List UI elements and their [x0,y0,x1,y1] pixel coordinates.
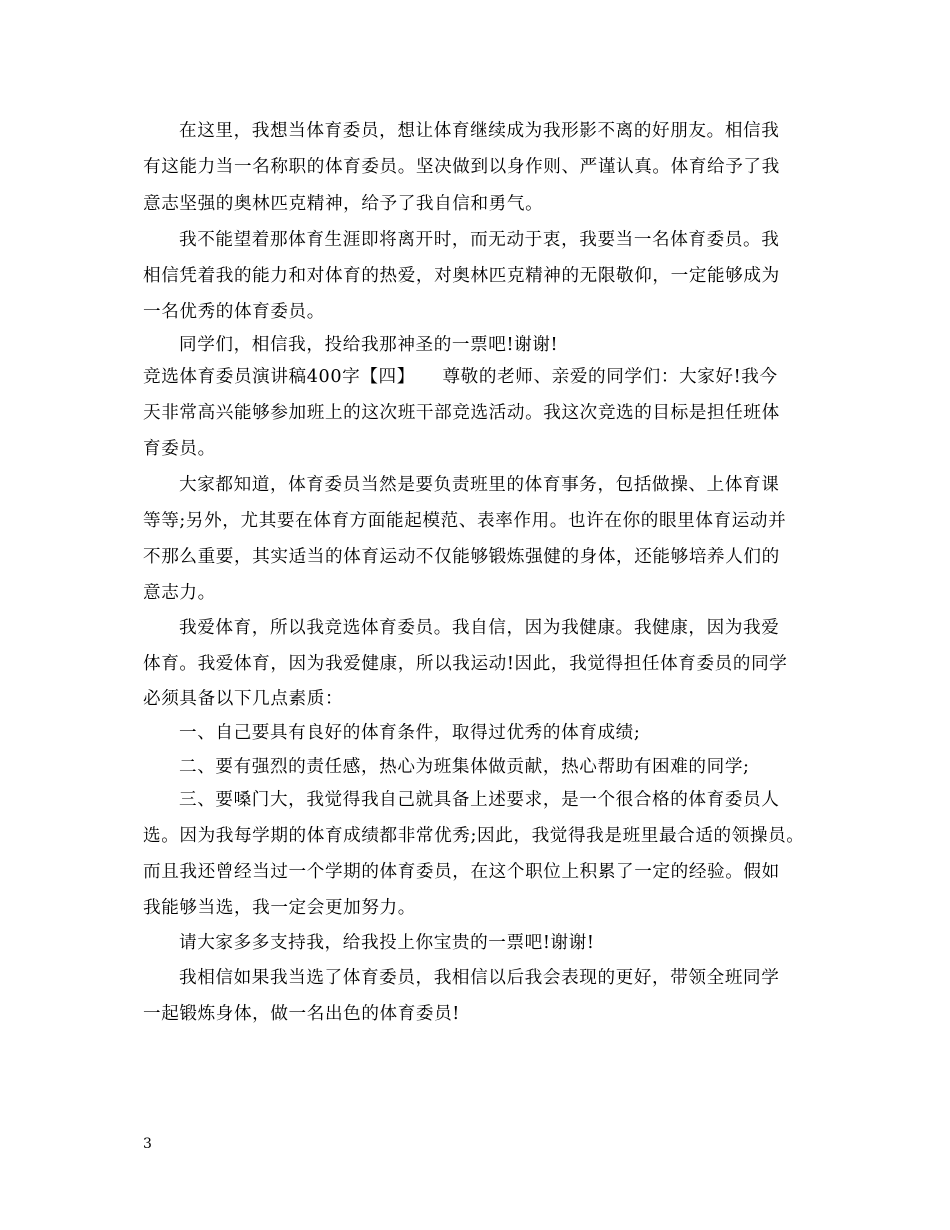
text-line: 我能够当选，我一定会更加努力。 [143,898,416,918]
text-line: 而且我还曾经当过一个学期的体育委员，在这个职位上积累了一定的经验。假如 [143,862,780,882]
text-line: 我相信如果我当选了体育委员，我相信以后我会表现的更好，带领全班同学 [179,968,780,988]
text-line: 选。因为我每学期的体育成绩都非常优秀;因此，我觉得我是班里最合适的领操员。 [143,826,805,846]
text-line: 在这里，我想当体育委员，想让体育继续成为我形影不离的好朋友。相信我 [179,121,780,141]
text-line: 同学们，相信我，投给我那神圣的一票吧!谢谢! [179,335,559,355]
text-line: 我爱体育，所以我竞选体育委员。我自信，因为我健康。我健康，因为我爱 [179,618,780,638]
text-line: 体育。我爱体育，因为我爱健康，所以我运动!因此，我觉得担任体育委员的同学 [143,654,788,674]
text-line: 请大家多多支持我，给我投上你宝贵的一票吧!谢谢! [179,933,595,953]
text-line: 必须具备以下几点素质： [143,689,344,709]
text-line: 一起锻炼身体，做一名出色的体育委员! [143,1004,460,1024]
text-line: 我不能望着那体育生涯即将离开时，而无动于衷，我要当一名体育委员。我 [179,230,780,250]
text-line: 有这能力当一名称职的体育委员。坚决做到以身作则、严谨认真。体育给予了我 [143,157,780,177]
text-line: 天非常高兴能够参加班上的这次班干部竞选活动。我这次竞选的目标是担任班体 [143,403,780,423]
text-line: 意志力。 [143,583,216,603]
text-line: 等等;另外，尤其要在体育方面能起模范、表率作用。也许在你的眼里体育运动并 [143,511,787,531]
page-number: 3 [143,1136,152,1152]
text-line: 相信凭着我的能力和对体育的热爱，对奥林匹克精神的无限敬仰，一定能够成为 [143,266,780,286]
text-line: 一、自己要具有良好的体育条件，取得过优秀的体育成绩; [179,723,641,743]
text-line: 不那么重要，其实适当的体育运动不仅能够锻炼强健的身体，还能够培养人们的 [143,547,780,567]
text-line: 三、要嗓门大，我觉得我自己就具备上述要求，是一个很合格的体育委员人 [179,790,780,810]
text-line: 大家都知道，体育委员当然是要负责班里的体育事务，包括做操、上体育课 [179,475,780,495]
text-line: 意志坚强的奥林匹克精神，给予了我自信和勇气。 [143,194,544,214]
text-line: 一名优秀的体育委员。 [143,302,325,322]
text-line: 竞选体育委员演讲稿400字【四】 尊敬的老师、亲爱的同学们：大家好!我今 [143,367,778,387]
text-line: 二、要有强烈的责任感，热心为班集体做贡献，热心帮助有困难的同学; [179,757,750,777]
text-line: 育委员。 [143,439,216,459]
